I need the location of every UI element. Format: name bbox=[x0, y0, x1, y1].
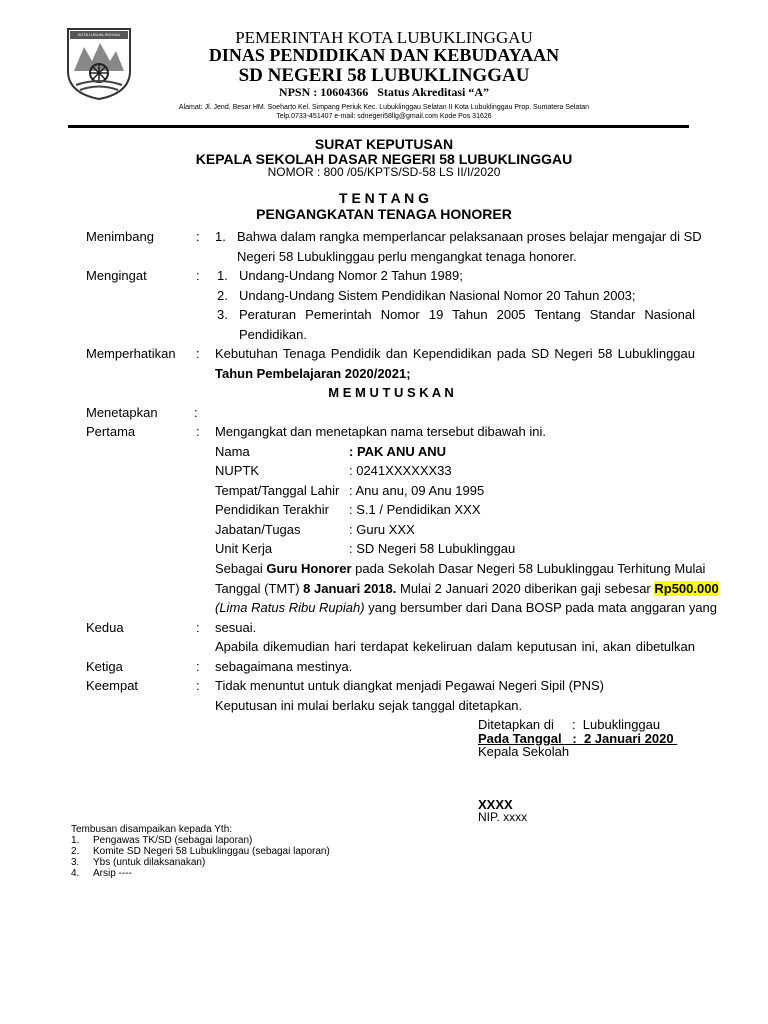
menimbang-line-1: Bahwa dalam rangka memperlancar pelaksanaan proses belajar mengajar di SD bbox=[237, 229, 702, 244]
mengingat-colon: : bbox=[196, 268, 200, 283]
pertama-p2-a: Tanggal (TMT) bbox=[215, 581, 304, 596]
menimbang-number: 1. bbox=[215, 229, 226, 244]
pertama-intro: Mengangkat dan menetapkan nama tersebut dibawah ini. bbox=[215, 424, 546, 439]
signature-name: XXXX bbox=[478, 797, 513, 812]
tembusan-item-2: Komite SD Negeri 58 Lubuklinggau (sebagai laporan) bbox=[93, 846, 330, 857]
pertama-p1-a: Sebagai bbox=[215, 561, 267, 576]
salary-highlight: Rp500.000 bbox=[654, 581, 719, 596]
pertama-p2-c: Mulai 2 Januari 2020 diberikan gaji sebesar bbox=[396, 581, 655, 596]
tembusan-number-3: 3. bbox=[71, 857, 80, 868]
memperhatikan-line-2: Tahun Pembelajaran 2020/2021; bbox=[215, 366, 411, 381]
ketiga-line-1: sebagaimana mestinya. bbox=[215, 659, 353, 674]
kedua-line-1: sesuai. bbox=[215, 620, 257, 635]
menimbang-colon: : bbox=[196, 229, 200, 244]
tembusan-number-2: 2. bbox=[71, 846, 80, 857]
letterhead-npsn: NPSN : 10604366 Status Akreditasi “A” bbox=[278, 85, 490, 99]
field-value-jabatan: : Guru XXX bbox=[349, 522, 415, 537]
keempat-line-2: Keputusan ini mulai berlaku sejak tanggal ditetapkan. bbox=[215, 698, 523, 713]
keempat-line-1: Tidak menuntut untuk diangkat menjadi Pegawai Negeri Sipil (PNS) bbox=[215, 678, 604, 693]
tembusan-item-1: Pengawas TK/SD (sebagai laporan) bbox=[93, 835, 253, 846]
pertama-paragraph-line-1 bbox=[215, 561, 706, 576]
memperhatikan-line-1: Kebutuhan Tenaga Pendidik dan Kependidikan pada SD Negeri 58 Lubuklinggau bbox=[215, 346, 695, 361]
field-value-unit: : SD Negeri 58 Lubuklinggau bbox=[349, 541, 516, 556]
letterhead-department: DINAS PENDIDIKAN DAN KEBUDAYAAN bbox=[208, 45, 560, 65]
mengingat-label: Mengingat bbox=[86, 268, 147, 283]
mengingat-item-2: Undang-Undang Sistem Pendidikan Nasional Nomor 20 Tahun 2003; bbox=[239, 288, 636, 303]
kedua-colon: : bbox=[196, 620, 200, 635]
tmt-date-bold: 8 Januari 2018. bbox=[303, 581, 397, 596]
mengingat-item-3: Peraturan Pemerintah Nomor 19 Tahun 2005 Tentang Standar Nasional bbox=[239, 307, 695, 322]
guru-honorer-bold: Guru Honorer bbox=[266, 561, 352, 576]
field-label-jabatan: Jabatan/Tugas bbox=[215, 522, 301, 537]
signature-position: Kepala Sekolah bbox=[478, 744, 570, 759]
decree-number: NOMOR : 800 /05/KPTS/SD-58 LS II/I/2020 bbox=[267, 165, 501, 179]
tembusan-item-4: Arsip ---- bbox=[93, 868, 132, 879]
decree-title: SURAT KEPUTUSAN bbox=[314, 136, 454, 152]
pertama-label: Pertama bbox=[86, 424, 136, 439]
signature-place: Ditetapkan di : Lubuklinggau bbox=[478, 717, 661, 732]
ketiga-label: Ketiga bbox=[86, 659, 123, 674]
memperhatikan-label: Memperhatikan bbox=[86, 346, 176, 361]
kedua-label: Kedua bbox=[86, 620, 124, 635]
mengingat-item-3-cont: Pendidikan. bbox=[239, 327, 307, 342]
field-value-nuptk: : 0241XXXXXX33 bbox=[349, 463, 452, 478]
pertama-p1-c: pada Sekolah Dasar Negeri 58 Lubuklinggau Terhitung Mulai bbox=[351, 561, 706, 576]
memutuskan-heading: M E M U T U S K A N bbox=[328, 385, 454, 400]
menimbang-label: Menimbang bbox=[86, 229, 154, 244]
menetapkan-label: Menetapkan bbox=[86, 405, 158, 420]
pertama-colon: : bbox=[196, 424, 200, 439]
letterhead-divider bbox=[68, 125, 689, 128]
field-value-nama: : PAK ANU ANU bbox=[349, 444, 447, 459]
keempat-colon: : bbox=[196, 678, 200, 693]
field-label-ttl: Tempat/Tanggal Lahir bbox=[215, 483, 340, 498]
field-label-nama: Nama bbox=[215, 444, 250, 459]
letterhead-school: SD NEGERI 58 LUBUKLINGGAU bbox=[238, 65, 530, 86]
salary-in-words: (Lima Ratus Ribu Rupiah) bbox=[215, 600, 365, 615]
field-label-nuptk: NUPTK bbox=[215, 463, 260, 478]
letterhead-contact: Telp.0733-451407 e-mail: sdnegeri58llg@gmail.com Kode Pos 31626 bbox=[276, 113, 492, 120]
menetapkan-colon: : bbox=[194, 405, 198, 420]
tembusan-number-4: 4. bbox=[71, 868, 80, 879]
kedua-line-2: Apabila dikemudian hari terdapat kekeliruan dalam keputusan ini, akan dibetulkan bbox=[215, 639, 695, 654]
pertama-paragraph-line-3 bbox=[215, 600, 718, 615]
tembusan-number-1: 1. bbox=[71, 835, 80, 846]
field-value-ttl: : Anu anu, 09 Anu 1995 bbox=[349, 483, 485, 498]
pertama-p3-b: yang bersumber dari Dana BOSP pada mata anggaran yang bbox=[364, 600, 718, 615]
memperhatikan-colon: : bbox=[196, 346, 200, 361]
keempat-label: Keempat bbox=[86, 678, 139, 693]
tembusan-title: Tembusan disampaikan kepada Yth: bbox=[71, 824, 233, 835]
mengingat-item-1: Undang-Undang Nomor 2 Tahun 1989; bbox=[239, 268, 463, 283]
pertama-paragraph-line-2 bbox=[215, 581, 719, 596]
decree-subject: PENGANGKATAN TENAGA HONORER bbox=[256, 206, 512, 222]
field-value-pendidikan: : S.1 / Pendidikan XXX bbox=[349, 502, 481, 517]
field-label-pendidikan: Pendidikan Terakhir bbox=[215, 502, 329, 517]
mengingat-number-3: 3. bbox=[217, 307, 228, 322]
decree-issuer: KEPALA SEKOLAH DASAR NEGERI 58 LUBUKLINGGAU bbox=[195, 151, 573, 167]
mengingat-number-1: 1. bbox=[217, 268, 228, 283]
signature-date: Pada Tanggal : 2 Januari 2020 bbox=[478, 731, 678, 746]
letterhead-address: Alamat: Jl. Jend. Besar HM. Soeharto Kel. Simpang Periuk Kec. Lubuklinggau Selatan II Kota Lubuklinggau Prop. Sumatera Selatan bbox=[178, 104, 590, 111]
tentang-heading: T E N T A N G bbox=[339, 190, 429, 206]
field-label-unit: Unit Kerja bbox=[215, 541, 273, 556]
logo-text: KOTA LUBUKLINGGAU bbox=[77, 32, 121, 37]
ketiga-colon: : bbox=[196, 659, 200, 674]
menimbang-line-2: Negeri 58 Lubuklinggau perlu mengangkat tenaga honorer. bbox=[237, 249, 577, 264]
tembusan-item-3: Ybs (untuk dilaksanakan) bbox=[93, 857, 206, 868]
mengingat-number-2: 2. bbox=[217, 288, 228, 303]
letterhead-government: PEMERINTAH KOTA LUBUKLINGGAU bbox=[235, 28, 533, 47]
signature-nip: NIP. xxxx bbox=[478, 810, 528, 824]
